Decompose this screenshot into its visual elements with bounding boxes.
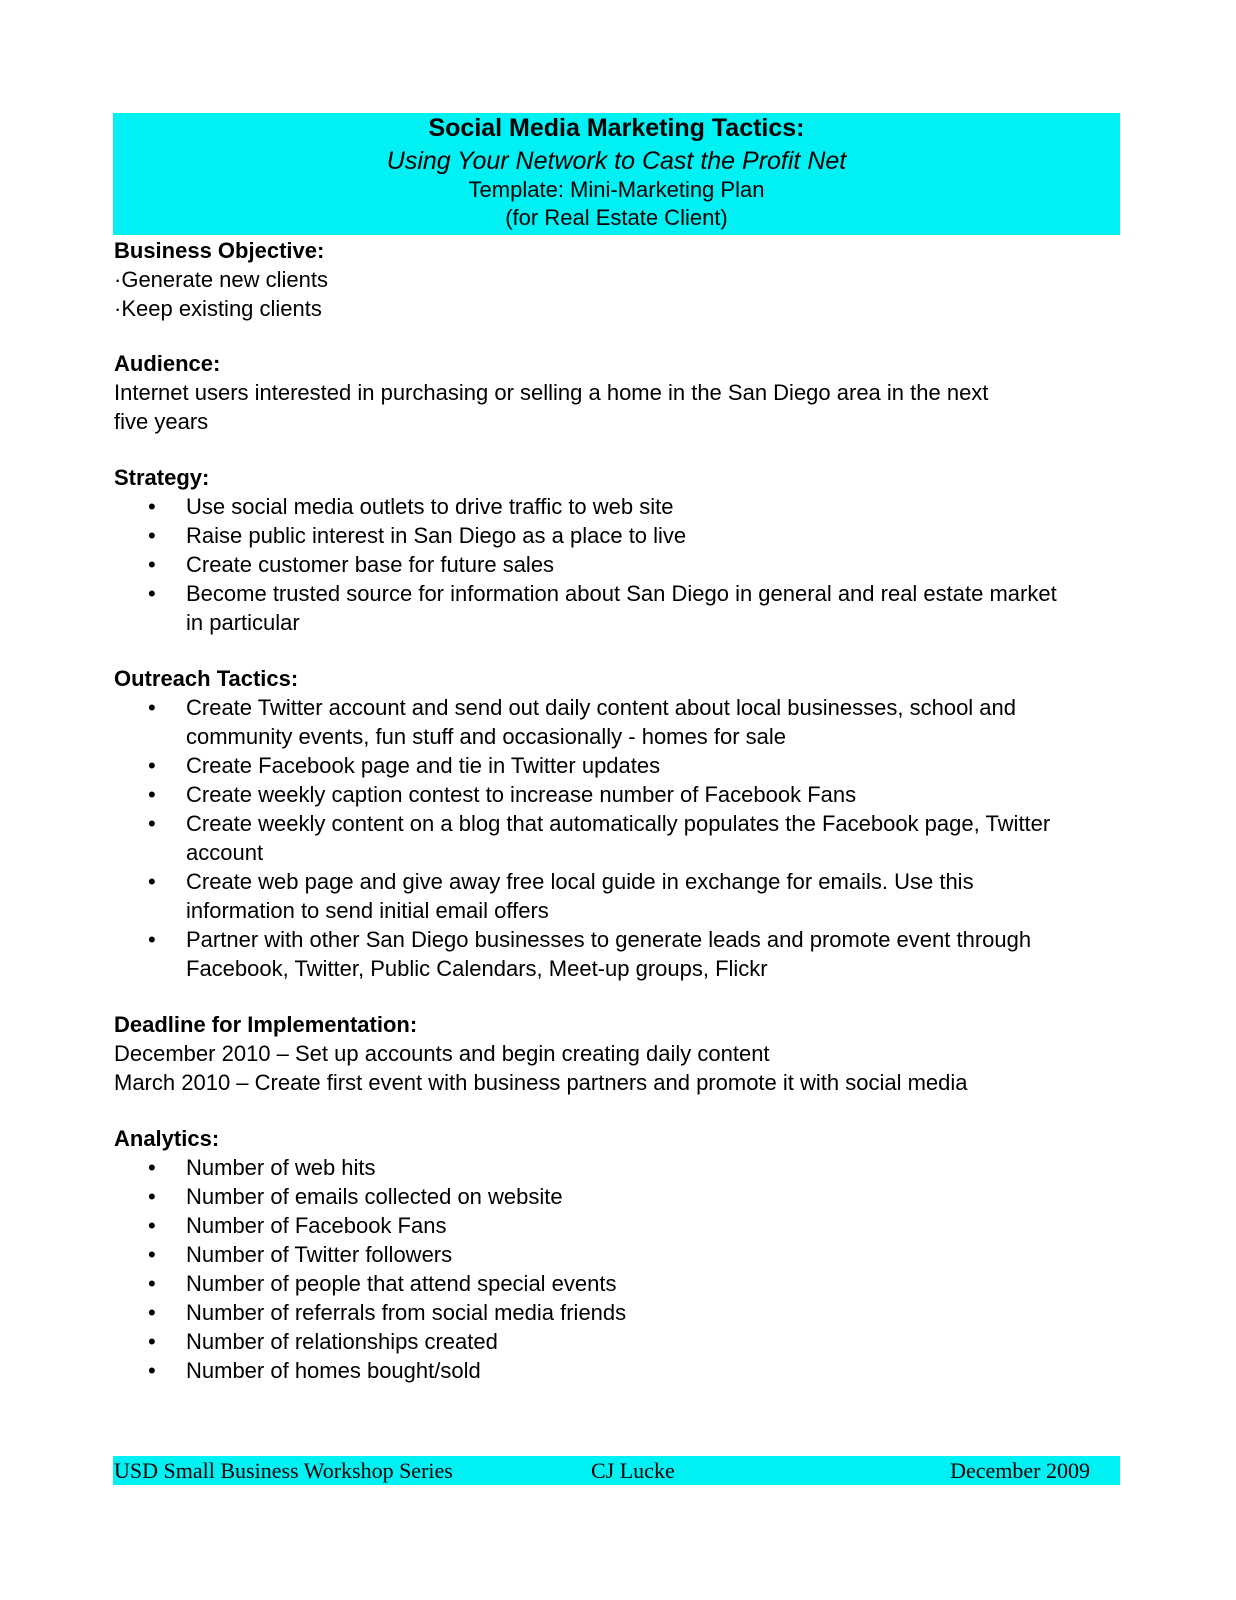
strategy-list <box>114 492 1124 637</box>
bullet-icon: • <box>148 1155 156 1180</box>
list-item-text: Create Facebook page and tie in Twitter updates <box>186 753 661 778</box>
list-item-text: Number of relationships created <box>186 1329 498 1354</box>
bullet-icon: • <box>148 1358 156 1383</box>
list-item <box>114 579 1124 637</box>
deadline-line: March 2010 – Create first event with business partners and promote it with social media <box>114 1070 968 1095</box>
bullet-icon: • <box>148 1242 156 1267</box>
bullet-icon: • <box>148 1184 156 1209</box>
deadline-line: December 2010 – Set up accounts and begin creating daily content <box>114 1041 770 1066</box>
bullet-icon: • <box>148 811 156 836</box>
list-item-text: Create weekly caption contest to increase number of Facebook Fans <box>186 782 857 807</box>
bullet-icon: • <box>148 552 156 577</box>
list-item-text: Create web page and give away free local guide in exchange for emails. Use this information to send initial email offers <box>186 869 974 923</box>
template-label: Template: Mini-Marketing Plan <box>468 177 765 202</box>
analytics-heading: Analytics: <box>114 1126 220 1151</box>
list-item-text: Create Twitter account and send out daily content about local businesses, school and community events, fun stuff and occasionally - homes for sale <box>186 695 1017 749</box>
list-item <box>114 1211 1124 1240</box>
bullet-icon: • <box>148 581 156 606</box>
list-item <box>114 751 1124 780</box>
bullet-icon: • <box>148 869 156 894</box>
footer-band <box>113 1456 1120 1485</box>
strategy-heading: Strategy: <box>114 465 210 490</box>
list-item <box>114 1182 1124 1211</box>
bullet-icon: • <box>148 927 156 952</box>
list-item-text: Number of emails collected on website <box>186 1184 563 1209</box>
list-item-text: Partner with other San Diego businesses to generate leads and promote event through Facebook, Twitter, Public Calendars, Meet-up groups, Flickr <box>186 927 1032 981</box>
analytics-list <box>114 1153 1124 1385</box>
list-item-text: Number of Facebook Fans <box>186 1213 447 1238</box>
bullet-icon: • <box>148 753 156 778</box>
list-item-text: Use social media outlets to drive traffic to web site <box>186 494 674 519</box>
list-item-text: Create weekly content on a blog that automatically populates the Facebook page, Twitter account <box>186 811 1051 865</box>
deadline-heading: Deadline for Implementation: <box>114 1012 418 1037</box>
footer-author: CJ Lucke <box>591 1458 675 1483</box>
bullet-icon: • <box>148 1271 156 1296</box>
list-item <box>114 1356 1124 1385</box>
list-item-text: Raise public interest in San Diego as a place to live <box>186 523 687 548</box>
bullet-icon: • <box>148 494 156 519</box>
list-item-text: Number of web hits <box>186 1155 376 1180</box>
list-item <box>114 492 1124 521</box>
list-item-text: Number of homes bought/sold <box>186 1358 481 1383</box>
outreach-heading: Outreach Tactics: <box>114 666 299 691</box>
list-item <box>114 1153 1124 1182</box>
bullet-icon: • <box>148 695 156 720</box>
list-item-text: Create customer base for future sales <box>186 552 555 577</box>
list-item-text: Number of Twitter followers <box>186 1242 453 1267</box>
list-item <box>114 925 1124 983</box>
bullet-icon: • <box>148 1213 156 1238</box>
outreach-section <box>114 664 1124 983</box>
business-objective-section <box>114 236 1124 323</box>
document-subtitle: Using Your Network to Cast the Profit Net <box>386 147 847 175</box>
list-item <box>114 550 1124 579</box>
audience-section <box>114 349 1124 436</box>
bullet-icon: • <box>148 1300 156 1325</box>
header-band <box>113 113 1120 235</box>
outreach-list <box>114 693 1124 983</box>
audience-text-line: Internet users interested in purchasing or selling a home in the San Diego area in the next <box>114 380 989 405</box>
objective-item: ·Keep existing clients <box>114 296 322 321</box>
audience-text-line: five years <box>114 409 209 434</box>
business-objective-heading: Business Objective: <box>114 238 325 263</box>
list-item-text: Number of referrals from social media friends <box>186 1300 627 1325</box>
list-item <box>114 867 1124 925</box>
list-item <box>114 521 1124 550</box>
document-title: Social Media Marketing Tactics: <box>428 114 805 142</box>
document-body <box>114 236 1124 1412</box>
list-item <box>114 780 1124 809</box>
list-item <box>114 1240 1124 1269</box>
analytics-section <box>114 1124 1124 1385</box>
list-item <box>114 1269 1124 1298</box>
footer-series: USD Small Business Workshop Series <box>114 1458 453 1483</box>
strategy-section <box>114 463 1124 637</box>
list-item <box>114 809 1124 867</box>
list-item-text: Become trusted source for information about San Diego in general and real estate market in particular <box>186 581 1057 635</box>
bullet-icon: • <box>148 782 156 807</box>
list-item-text: Number of people that attend special events <box>186 1271 617 1296</box>
list-item <box>114 1298 1124 1327</box>
audience-heading: Audience: <box>114 351 221 376</box>
client-label: (for Real Estate Client) <box>505 205 728 230</box>
objective-item: ·Generate new clients <box>114 267 328 292</box>
list-item <box>114 693 1124 751</box>
bullet-icon: • <box>148 523 156 548</box>
footer-date: December 2009 <box>950 1458 1090 1483</box>
deadline-section <box>114 1010 1124 1097</box>
list-item <box>114 1327 1124 1356</box>
bullet-icon: • <box>148 1329 156 1354</box>
